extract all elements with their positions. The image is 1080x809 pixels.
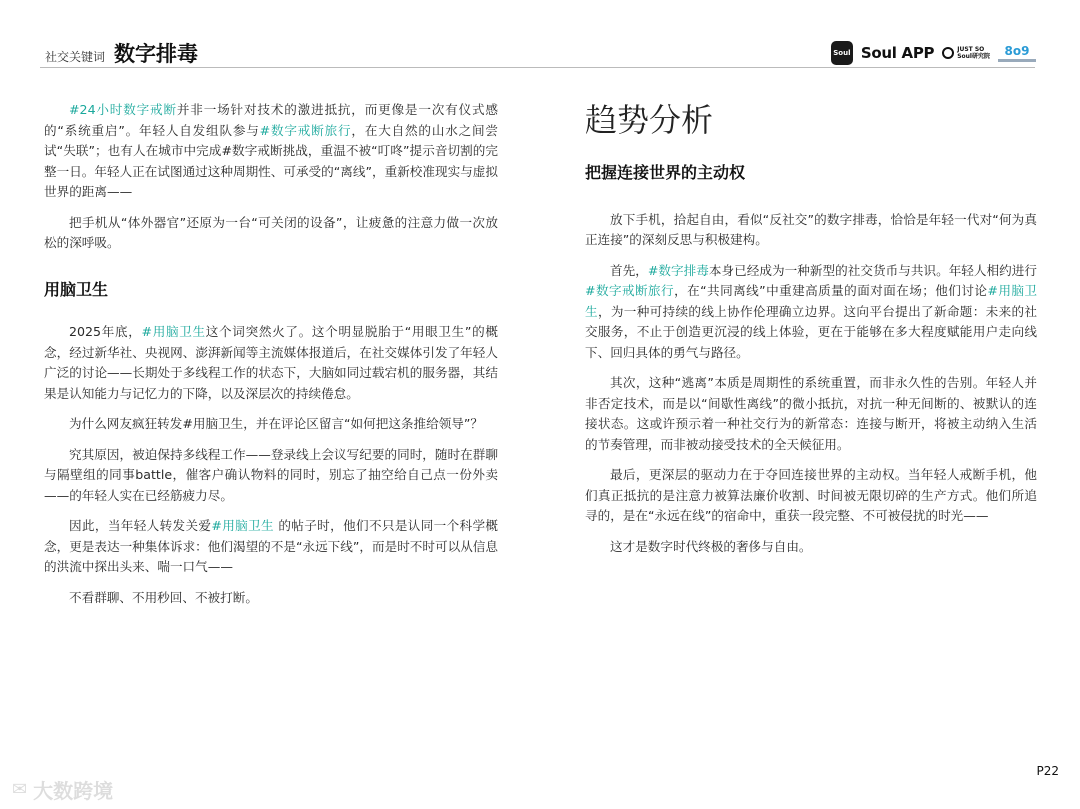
right-column xyxy=(585,100,1037,567)
text-run: 本身已经成为一种新型的社交货币与共识。年轻人相约进行 xyxy=(708,262,1037,278)
header-kicker: 社交关键词 xyxy=(45,50,106,64)
hashtag: #数字戒断旅行 xyxy=(259,122,352,138)
institute-mark: 8o9 xyxy=(1004,43,1030,58)
hashtag: #数字戒断旅行 xyxy=(585,283,675,298)
text-run: 2025年底， xyxy=(69,324,142,339)
hashtag: #数字排毒 xyxy=(647,262,709,278)
text-run: 因此，当年轻人转发关爱 xyxy=(69,518,212,533)
paragraph: 其次，这种“逃离”本质是周期性的系统重置，而非永久性的告别。年轻人并非否定技术，而是以“间歇性离线”的微小抵抗，对抗一种无间断的、被默认的连接状态。这或许预示着一种社交行为的新常态：连接与断开，将被主动纳入生活的节奏管理，而非被动接受技术的全天候征用。 xyxy=(585,375,1037,452)
hashtag: #24小时数字戒断 xyxy=(69,102,177,117)
watermark-logo-icon: ✉ xyxy=(12,779,28,800)
institute-caption-line xyxy=(998,59,1036,62)
soul-logo-icon: Soul xyxy=(831,41,853,65)
section-heading: 把握连接世界的主动权 xyxy=(585,163,746,182)
paragraph: 放下手机，拾起自由，看似“反社交”的数字排毒，恰恰是年轻一代对“何为真正连接”的深刻反思与积极建构。 xyxy=(585,211,1037,247)
page-number: P22 xyxy=(1036,764,1059,778)
text-run: ，在“共同离线”中重建高质量的面对面在场；他们讨论 xyxy=(674,283,988,298)
paragraph: 把手机从“体外器官”还原为一台“可关闭的设备”，让疲惫的注意力做一次放松的深呼吸。 xyxy=(44,214,498,250)
text-run: ，为一种可持续的线上协作伦理确立边界。这向平台提出了新命题：未来的社交服务，不止于创造更沉浸的线上体验，更在于能够在多大程度赋能用户走向线下、回归具体的勇气与路径。 xyxy=(585,303,1038,360)
justso-text: JUST SO Soul研究院 xyxy=(957,46,990,60)
paragraph xyxy=(44,100,498,203)
header-divider xyxy=(40,67,1035,68)
paragraph: 不看群聊、不用秒回、不被打断。 xyxy=(69,589,258,605)
partner-logos xyxy=(831,40,1036,66)
watermark-text: 大数跨境 xyxy=(33,779,114,803)
text-run: 这个词突然火了。这个明显脱胎于“用眼卫生”的概念，经过新华社、央视网、澎湃新闻等主流媒体报道后，在社交媒体引发了年轻人广泛的讨论——长期处于多线程工作的状态下，大脑如同过载宕机的服务器，其结果是认知能力与记忆力的下降，以及深层次的持续倦怠。 xyxy=(44,324,498,401)
paragraph xyxy=(44,516,498,578)
page-header xyxy=(0,0,1080,70)
paragraph: 最后，更深层的驱动力在于夺回连接世界的主动权。当年轻人戒断手机，他们真正抵抗的是注意力被算法廉价收割、时间被无限切碎的生产方式。他们所追寻的，是在“永远在线”的宿命中，重获一段完整、不可被侵扰的时光—— xyxy=(585,467,1037,523)
text-run: ，在大自然的山水之间尝试“失联”；也有人在城市中完成#数字戒断挑战，重温不被“叮咚”提示音切割的完整一日。年轻人正在试图通过这种周期性、可承受的“离线”，重新校准现实与虚拟世界的距离—— xyxy=(44,122,499,199)
left-column xyxy=(44,100,498,618)
paragraph: 这才是数字时代终极的奢侈与自由。 xyxy=(610,538,812,554)
paragraph: 为什么网友疯狂转发#用脑卫生，并在评论区留言“如何把这条推给领导”？ xyxy=(69,416,484,431)
hashtag: #用脑卫生 xyxy=(141,324,206,339)
paragraph xyxy=(585,261,1037,364)
justso-logo xyxy=(942,46,990,60)
watermark xyxy=(12,775,113,804)
text-run: 首先， xyxy=(610,262,648,278)
paragraph xyxy=(44,322,498,404)
institute-logo xyxy=(998,45,1036,62)
justso-ring-icon xyxy=(942,47,954,59)
text-run: 的帖子时，他们不只是认同一个科学概念，更是表达一种集体诉求：他们渴望的不是“永远下线”，而是时不时可以从信息的洪流中探出头来、喘一口气—— xyxy=(44,518,498,574)
header-title: 数字排毒 xyxy=(114,42,198,66)
soul-app-wordmark: Soul APP xyxy=(860,44,935,62)
text-run: 并非一场针对技术的激进抵抗，而更像是一次有仪式感的“系统重启”。年轻人自发组队参与 xyxy=(44,102,499,138)
hashtag: #用脑卫生 xyxy=(211,518,275,533)
trend-analysis-title: 趋势分析 xyxy=(585,101,714,139)
hashtag: #用脑卫生 xyxy=(585,283,1037,319)
paragraph: 究其原因，被迫保持多线程工作——登录线上会议写纪要的同时，随时在群聊与隔壁组的同事battle，催客户确认物料的同时，别忘了抽空给自己点一份外卖——的年轻人实在已经筋疲力尽。 xyxy=(44,446,498,503)
section-heading: 用脑卫生 xyxy=(44,279,109,299)
